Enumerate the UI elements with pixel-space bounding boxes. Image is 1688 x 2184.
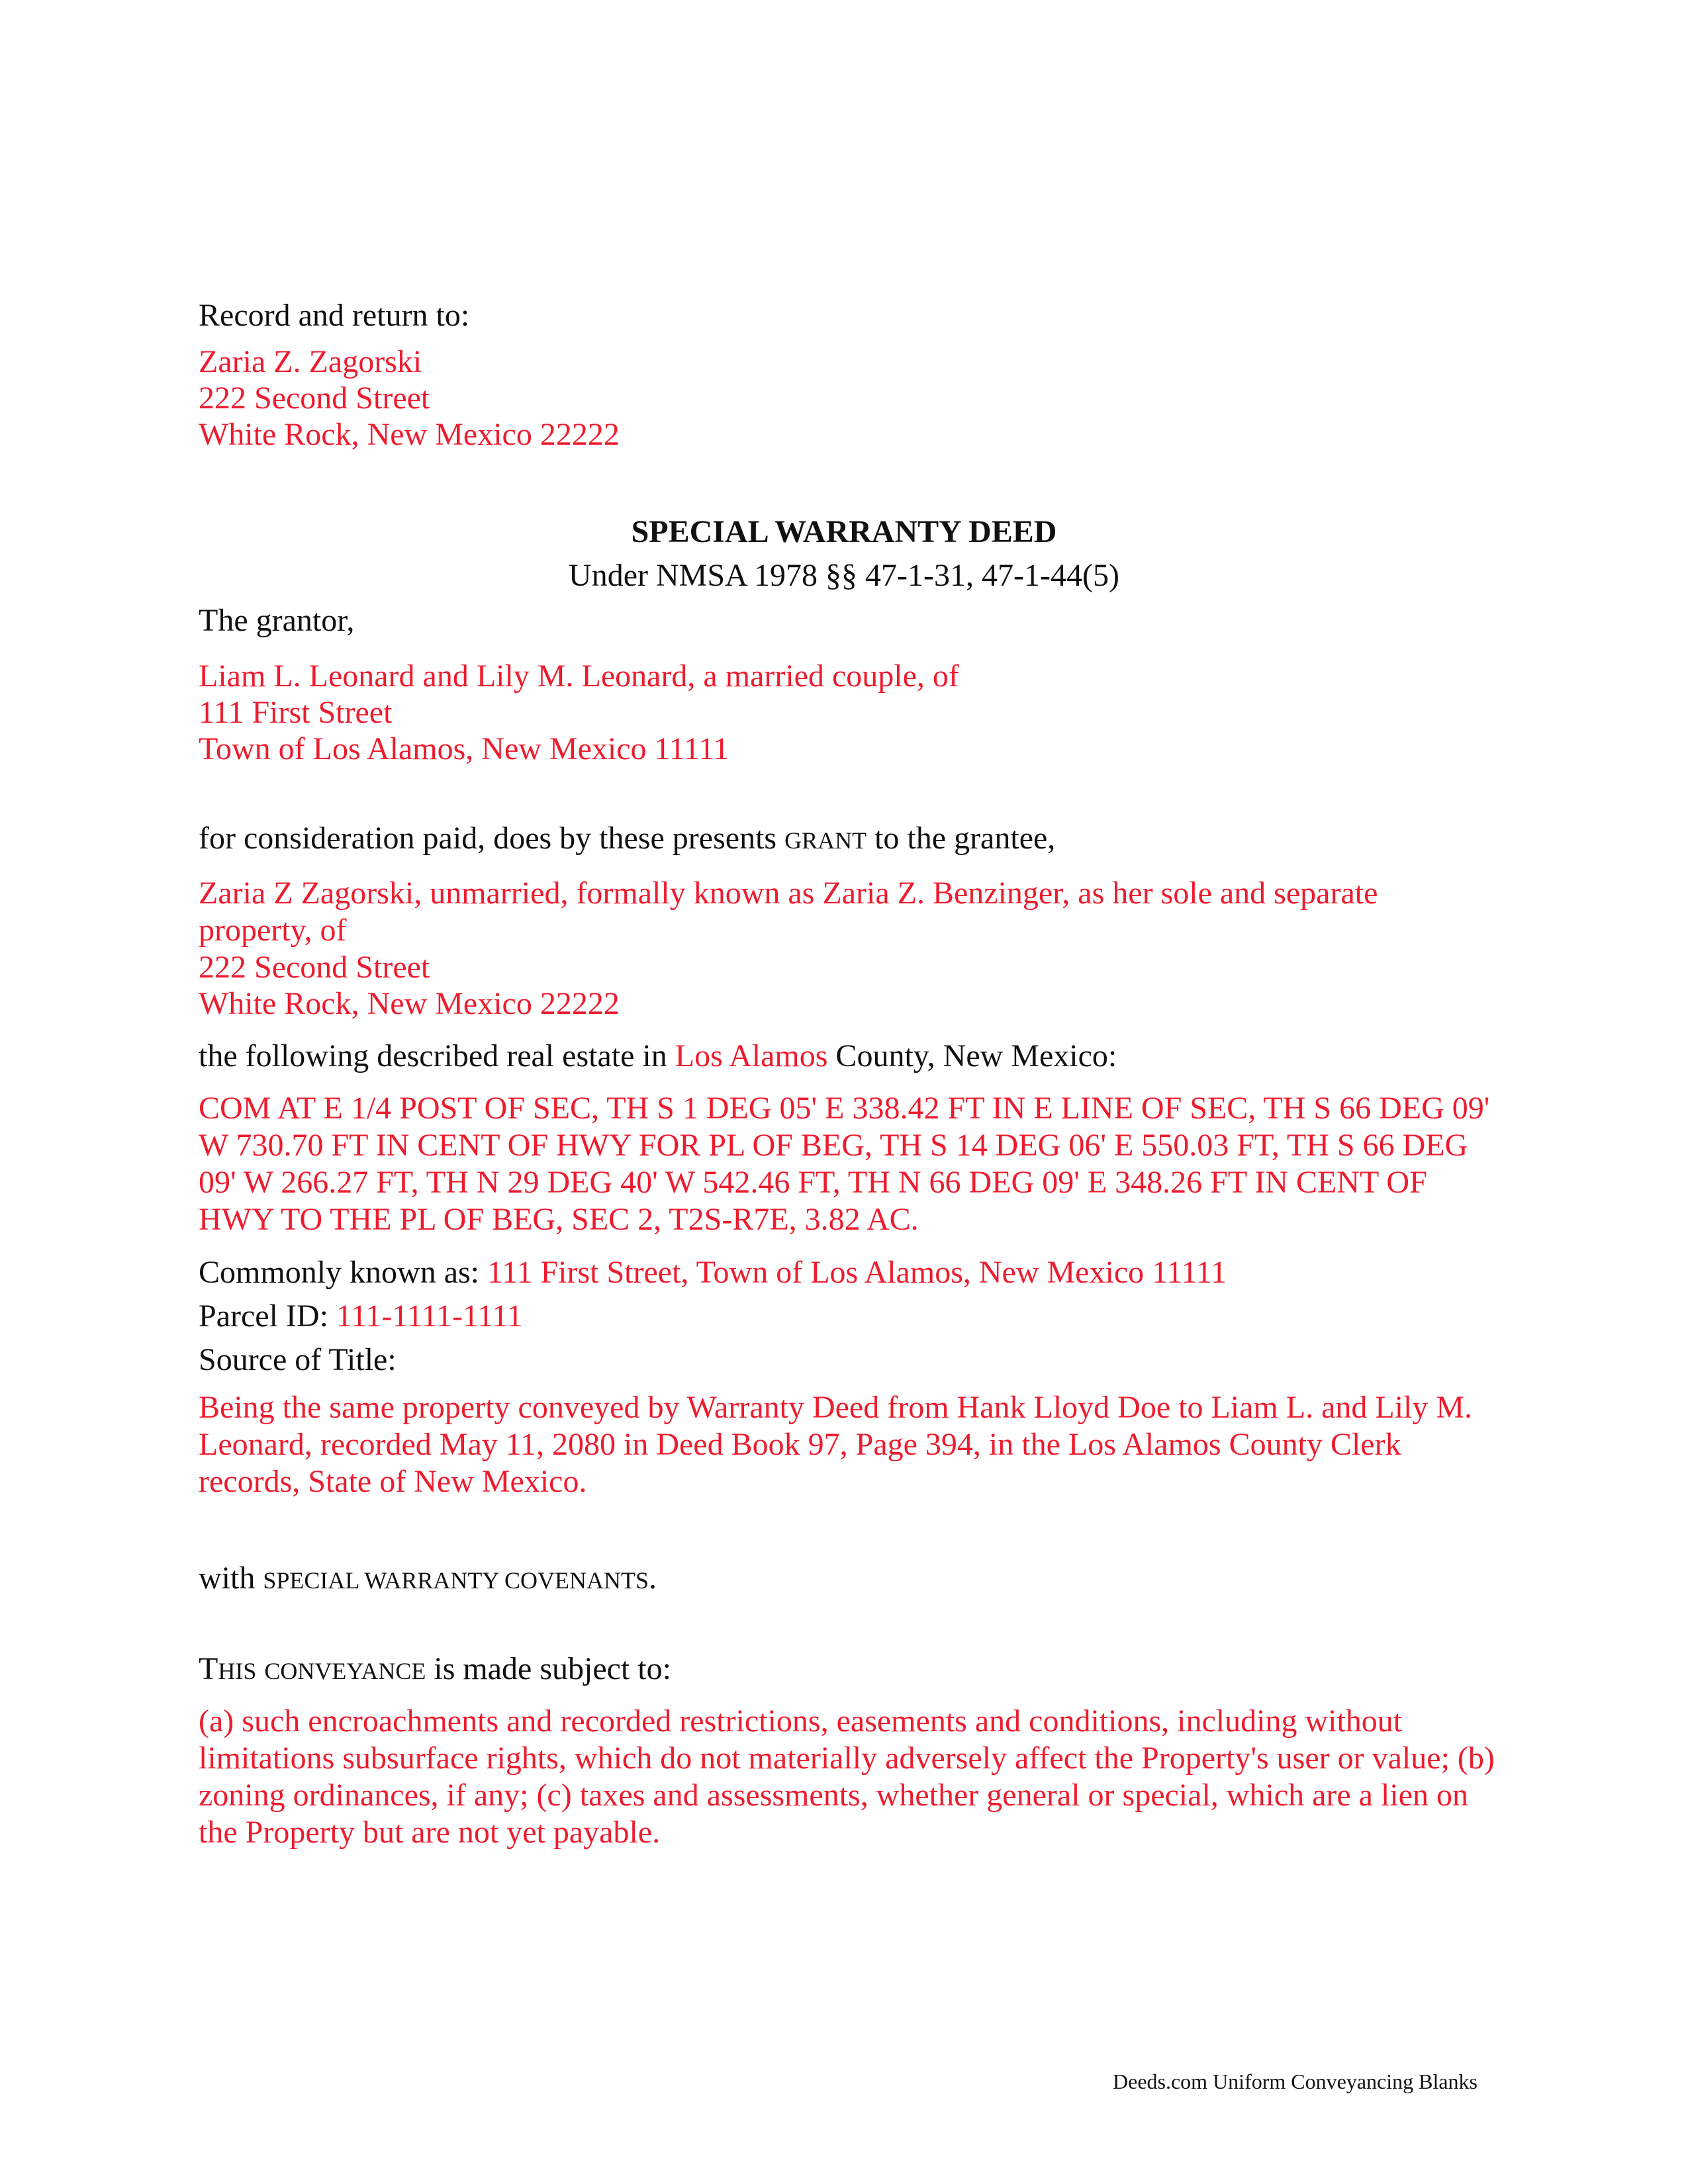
covenants-text: SPECIAL WARRANTY COVENANTS xyxy=(263,1567,649,1594)
commonly-known-label: Commonly known as: xyxy=(199,1255,488,1290)
deed-statute: Under NMSA 1978 §§ 47-1-31, 47-1-44(5) xyxy=(569,558,1119,593)
subject-to-text: (a) such encroachments and recorded restrictions, easements and conditions, including without limitations subsurface rights, which do not materially adversely affect the Property's user or value; (b) zoning ordinances, if any; (c) taxes and assessments, whether general or special, which are a lien on the Property but are not yet payable. xyxy=(199,1704,1495,1850)
grantor-city: Town of Los Alamos, New Mexico 11111 xyxy=(199,731,729,766)
legal-description: COM AT E 1/4 POST OF SEC, TH S 1 DEG 05' E 338.42 FT IN E LINE OF SEC, TH S 66 DEG 09' W 730.70 FT IN CENT OF HWY FOR PL OF BEG, TH S 14 DEG 06' E 550.03 FT, TH S 66 DEG 09' W 266.27 FT, TH N 29 DEG 40' W 542.46 FT, TH N 66 DEG 09' E 348.26 FT IN CENT OF HWY TO THE PL OF BEG, SEC 2, T2S-R7E, 3.82 AC. xyxy=(199,1091,1490,1237)
grantee-street: 222 Second Street xyxy=(199,950,430,985)
covenants-line xyxy=(199,1560,657,1599)
subject-after: is made subject to: xyxy=(426,1651,671,1686)
parcel-label: Parcel ID: xyxy=(199,1298,336,1334)
source-of-title-text: Being the same property conveyed by Warranty Deed from Hank Lloyd Doe to Liam L. and Lily M. Leonard, recorded May 11, 2080 in Deed Book 97, Page 394, in the Los Alamos County Clerk records, State of New Mexico. xyxy=(199,1390,1473,1499)
grantee-city: White Rock, New Mexico 22222 xyxy=(199,986,620,1021)
return-street: 222 Second Street xyxy=(199,381,430,416)
return-city: White Rock, New Mexico 22222 xyxy=(199,417,620,452)
parcel-line xyxy=(199,1298,523,1335)
grantee-description: Zaria Z Zagorski, unmarried, formally known as Zaria Z. Benzinger, as her sole and separate property, of xyxy=(199,876,1378,948)
grantor-label: The grantor, xyxy=(199,603,355,638)
grantor-street: 111 First Street xyxy=(199,695,393,730)
consideration-line xyxy=(199,820,1055,859)
source-of-title-label: Source of Title: xyxy=(199,1342,397,1377)
subject-caps-a: HIS xyxy=(218,1658,257,1684)
grant-word: GRANT xyxy=(784,827,867,854)
county-name: Los Alamos xyxy=(675,1038,828,1073)
real-estate-before: the following described real estate in xyxy=(199,1038,675,1073)
real-estate-line xyxy=(199,1038,1117,1075)
subject-caps-b: CONVEYANCE xyxy=(264,1658,426,1684)
parcel-value: 111-1111-1111 xyxy=(336,1298,523,1334)
commonly-known-value: 111 First Street, Town of Los Alamos, New Mexico 11111 xyxy=(487,1255,1227,1290)
real-estate-after: County, New Mexico: xyxy=(827,1038,1117,1073)
subject-first-letter: T xyxy=(199,1651,218,1686)
footer-attribution: Deeds.com Uniform Conveyancing Blanks xyxy=(1113,2070,1477,2093)
consideration-after: to the grantee, xyxy=(867,821,1056,856)
subject-to-line xyxy=(199,1651,671,1690)
deed-title: SPECIAL WARRANTY DEED xyxy=(631,514,1057,549)
covenants-after: . xyxy=(649,1561,657,1596)
commonly-known-line xyxy=(199,1254,1227,1291)
consideration-before: for consideration paid, does by these presents xyxy=(199,821,785,856)
covenants-before: with xyxy=(199,1561,263,1596)
grantor-names: Liam L. Leonard and Lily M. Leonard, a married couple, of xyxy=(199,659,959,694)
return-name: Zaria Z. Zagorski xyxy=(199,344,422,379)
record-return-label: Record and return to: xyxy=(199,298,470,333)
